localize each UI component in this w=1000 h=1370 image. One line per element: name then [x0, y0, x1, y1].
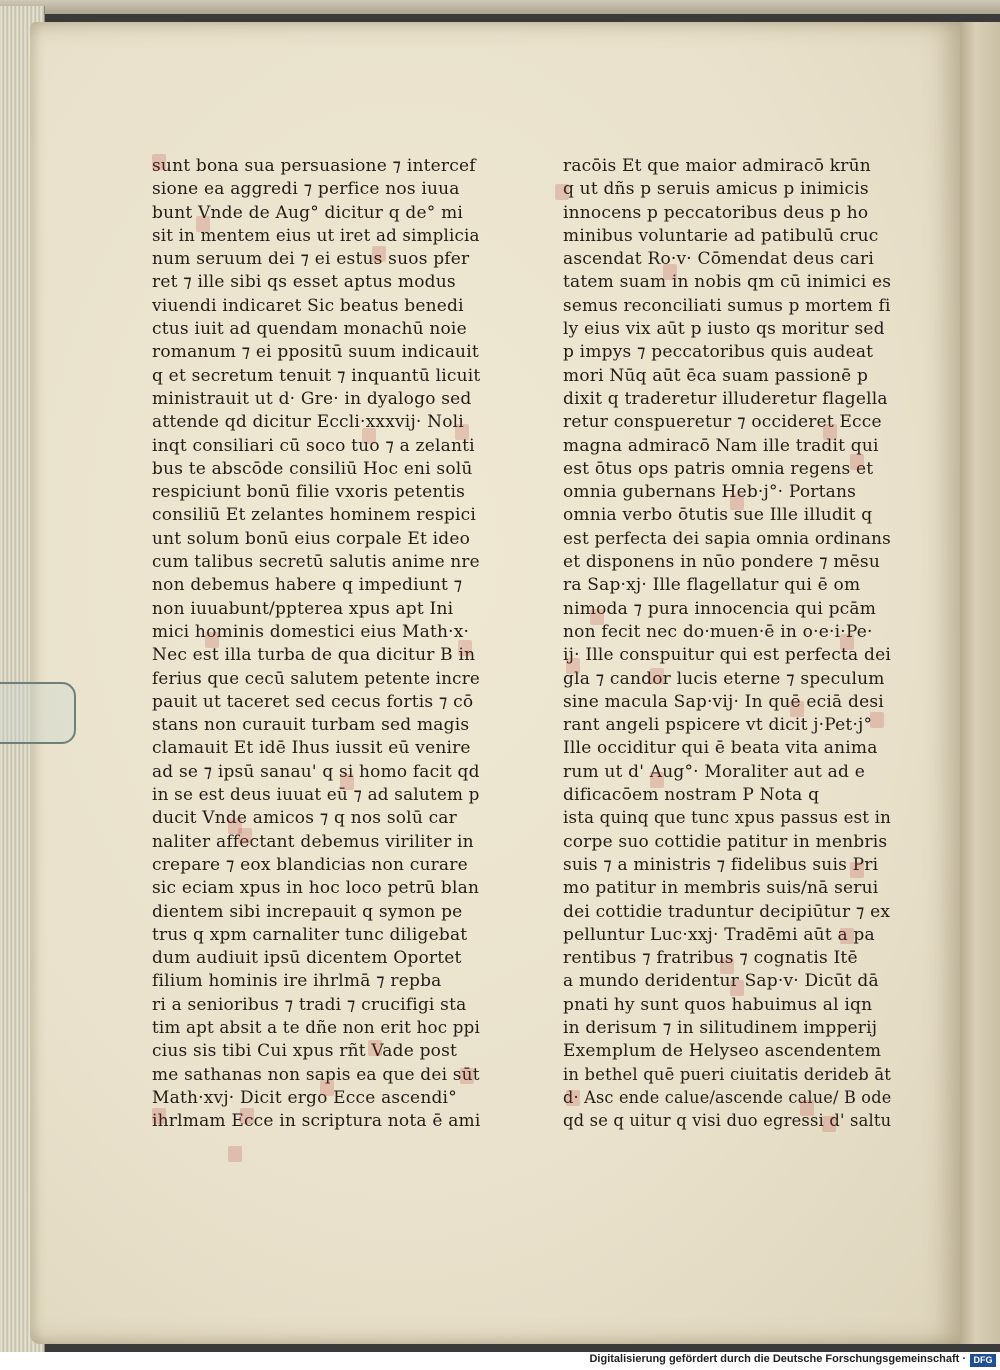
text-line: ad se ⁊ ipsū sanau' q si homo facit qd	[152, 761, 480, 782]
left-text-column	[152, 155, 480, 1133]
text-line: ista quinq que tunc xpus passus est in	[563, 808, 892, 829]
text-line: viuendi indicaret Sic beatus benedi	[152, 295, 464, 316]
text-line: q et secretum tenuit ⁊ inquantū licuit	[152, 365, 481, 386]
rubric-mark	[368, 1040, 382, 1056]
rubric-mark	[228, 818, 242, 834]
text-line: ly eius vix aūt p iusto qs moritur sed	[563, 319, 885, 340]
text-line: pauit ut taceret sed cecus fortis ⁊ cō	[152, 691, 474, 712]
text-line: ret ⁊ ille sibi qs esset aptus modus	[152, 272, 456, 293]
rubric-mark	[790, 701, 804, 717]
text-line: Ille occiditur qui ē beata vita anima	[563, 738, 878, 759]
text-line: suis ⁊ a ministris ⁊ fidelibus suis Pri	[563, 854, 879, 875]
text-line: corpe suo cottidie patitur in menbris	[563, 831, 888, 852]
rubric-mark	[455, 424, 469, 440]
book-gutter	[960, 22, 1000, 1344]
text-line: consiliū Et zelantes hominem respici	[152, 505, 476, 526]
rubric-mark	[730, 980, 744, 996]
text-line: non iuuabunt/ppterea xpus apt Ini	[152, 598, 454, 619]
text-line: magna admiracō Nam ille tradit qui	[563, 435, 879, 456]
text-line: sunt bona sua persuasione ⁊ intercef	[152, 156, 476, 176]
text-line: est ōtus ops patris omnia regens et	[563, 458, 874, 479]
text-line: rentibus ⁊ fratribus ⁊ cognatis Itē	[563, 948, 858, 969]
dfg-logo: DFG	[970, 1354, 996, 1367]
rubric-mark	[800, 1100, 814, 1116]
text-line: omnia gubernans Heb·j°· Portans	[563, 482, 857, 503]
text-line: pelluntur Luc·xxj· Tradēmi aūt a pa	[563, 924, 875, 945]
text-line: omnia verbo ōtutis sue Ille illudit q	[563, 505, 873, 526]
text-line: num seruum dei ⁊ ei estus suos pfer	[152, 249, 470, 270]
text-line: Nec est illa turba de qua dicitur B in	[152, 645, 476, 666]
text-line: sic eciam xpus in hoc loco petrū blan	[152, 878, 480, 899]
footer-bar	[0, 1352, 1000, 1370]
rubric-mark	[340, 774, 354, 790]
rubric-mark	[240, 1108, 254, 1124]
text-line: dei cottidie traduntur decipiūtur ⁊ ex	[563, 901, 891, 922]
text-line: ministrauit ut d· Gre· in dyalogo sed	[152, 388, 472, 409]
footer-credit: Digitalisierung gefördert durch die Deutsche Forschungsgemeinschaft ·	[589, 1353, 966, 1365]
rubric-mark	[663, 264, 677, 280]
text-line: mori Nūq aūt ēca suam passionē p	[563, 365, 869, 386]
text-line: romanum ⁊ ei ppositū suum indicauit	[152, 342, 479, 363]
page-clip	[0, 682, 76, 744]
text-line: me sathanas non sapis ea que dei sūt	[152, 1064, 480, 1085]
text-line: dum audiuit ipsū dicentem Oportet	[152, 948, 462, 969]
rubric-mark	[730, 494, 744, 510]
text-line: est perfecta dei sapia omnia ordinans	[563, 528, 891, 549]
rubric-mark	[458, 640, 472, 656]
text-line: in bethel quē pueri ciuitatis derideb āt	[563, 1064, 892, 1085]
text-line: attende qd dicitur Eccli·xxxvij· Noli	[152, 412, 464, 433]
rubric-mark	[650, 772, 664, 788]
text-line: non debemus habere q impediunt ⁊	[152, 575, 463, 596]
text-line: bus te abscōde consiliū Hoc eni solū	[152, 458, 473, 479]
rubric-mark	[196, 216, 210, 232]
text-line: clamauit Et idē Ihus iussit eū venire	[152, 738, 471, 759]
text-line: semus reconciliati sumus p mortem fi	[563, 295, 891, 316]
text-line: gla ⁊ candor lucis eterne ⁊ speculum	[563, 668, 885, 689]
text-line: ctus iuit ad quendam monachū noie	[152, 319, 467, 340]
rubric-mark	[870, 712, 884, 728]
text-line: stans non curauit turbam sed magis	[152, 715, 470, 736]
text-line: ihrlmam Ecce in scriptura nota ē ami	[152, 1111, 481, 1132]
text-line: filium hominis ire ihrlmā ⁊ repba	[152, 971, 442, 992]
text-line: in se est deus iuuat eū ⁊ ad salutem p	[152, 785, 480, 806]
text-line: retur conspueretur ⁊ occideret Ecce	[563, 412, 882, 433]
text-line: et disponens in nūo pondere ⁊ mēsu	[563, 552, 880, 573]
rubric-mark	[205, 632, 219, 648]
rubric-mark	[823, 424, 837, 440]
rubric-mark	[362, 428, 376, 444]
text-line: ri a senioribus ⁊ tradi ⁊ crucifigi sta	[152, 994, 467, 1015]
text-line: cum talibus secretū salutis anime nre	[152, 552, 480, 573]
text-line: minibus voluntarie ad patibulū cruc	[563, 225, 879, 246]
text-line: dientem sibi increpauit q symon pe	[152, 901, 463, 922]
text-line: inqt consiliari cū soco tuo ⁊ a zelanti	[152, 435, 475, 456]
rubric-mark	[228, 1146, 242, 1162]
text-line: ra Sap·xj· Ille flagellatur qui ē om	[563, 575, 861, 596]
text-line: dixit q traderetur illuderetur flagella	[563, 388, 888, 409]
text-line: tim apt absit a te dñe non erit hoc ppi	[152, 1017, 481, 1038]
rubric-mark	[650, 668, 664, 684]
text-line: ascendat Ro·v· Cōmendat deus cari	[563, 249, 874, 270]
rubric-mark	[566, 1090, 580, 1106]
text-line: unt solum bonū eius corpale Et ideo	[152, 528, 471, 549]
text-line: non fecit nec do·muen·ē in o·e·i·Pe·	[563, 621, 873, 642]
text-line: tatem suam in nobis qm cū inimici es	[563, 272, 892, 293]
book-top-edge	[0, 0, 1000, 14]
text-line: d· Asc ende calue/ascende calue/ B ode	[563, 1087, 892, 1108]
text-line: mo patitur in membris suis/nā serui	[563, 878, 879, 899]
text-line: cius sis tibi Cui xpus rñt Vade post	[152, 1041, 458, 1062]
text-line: sit in mentem eius ut iret ad simplicia	[152, 225, 480, 246]
text-line: naliter affectant debemus viriliter in	[152, 831, 474, 852]
rubric-mark	[590, 609, 604, 625]
text-line: in derisum ⁊ in silitudinem impperij	[563, 1017, 878, 1038]
rubric-mark	[822, 1116, 836, 1132]
text-line: ferius que cecū salutem petente incre	[152, 668, 480, 689]
rubric-mark	[460, 1068, 474, 1084]
text-line: nimoda ⁊ pura innocencia qui pcām	[563, 598, 877, 619]
text-line: ij· Ille conspuitur qui est perfecta dei	[563, 645, 891, 666]
text-line: p impys ⁊ peccatoribus quis audeat	[563, 342, 874, 363]
text-line: Exemplum de Helyseo ascendentem	[563, 1041, 882, 1062]
rubric-mark	[555, 184, 569, 200]
text-line: bunt Vnde de Aug° dicitur q de° mi	[152, 202, 464, 223]
rubric-mark	[850, 862, 864, 878]
text-line: ducit Vnde amicos ⁊ q nos solū car	[152, 808, 457, 829]
rubric-mark	[152, 154, 166, 170]
text-line: racōis Et que maior admiracō krūn	[563, 156, 871, 176]
rubric-mark	[152, 1108, 166, 1124]
text-line: dificacōem nostram P Nota q	[563, 785, 820, 806]
text-line: mici hominis domestici eius Math·x·	[152, 621, 470, 642]
text-line: Math·xvj· Dicit ergo Ecce ascendi°	[152, 1087, 457, 1108]
text-line: pnati hy sunt quos habuimus al iqn	[563, 994, 873, 1015]
text-line: innocens p peccatoribus deus p ho	[563, 202, 869, 223]
text-line: rum ut d' Aug°· Moraliter aut ad e	[563, 761, 865, 782]
text-line: rant angeli pspicere vt dicit j·Pet·j°	[563, 715, 873, 736]
rubric-mark	[850, 454, 864, 470]
rubric-mark	[320, 1080, 334, 1096]
text-line: sine macula Sap·vij· In quē eciā desi	[563, 691, 884, 712]
rubric-mark	[566, 658, 580, 674]
text-line: trus q xpm carnaliter tunc diligebat	[152, 924, 468, 945]
text-line: crepare ⁊ eox blandicias non curare	[152, 854, 468, 875]
text-line: respiciunt bonū filie vxoris petentis	[152, 482, 466, 503]
text-line: sione ea aggredi ⁊ perfice nos iuua	[152, 179, 460, 200]
text-line: qd se q uitur q visi duo egressi d' saltu	[563, 1111, 892, 1132]
rubric-mark	[720, 958, 734, 974]
rubric-mark	[840, 928, 854, 944]
text-line: q ut dñs p seruis amicus p inimicis	[563, 179, 869, 200]
text-line: a mundo deridentur Sap·v· Dicūt dā	[563, 971, 879, 992]
rubric-mark	[840, 634, 854, 650]
rubric-mark	[372, 246, 386, 262]
